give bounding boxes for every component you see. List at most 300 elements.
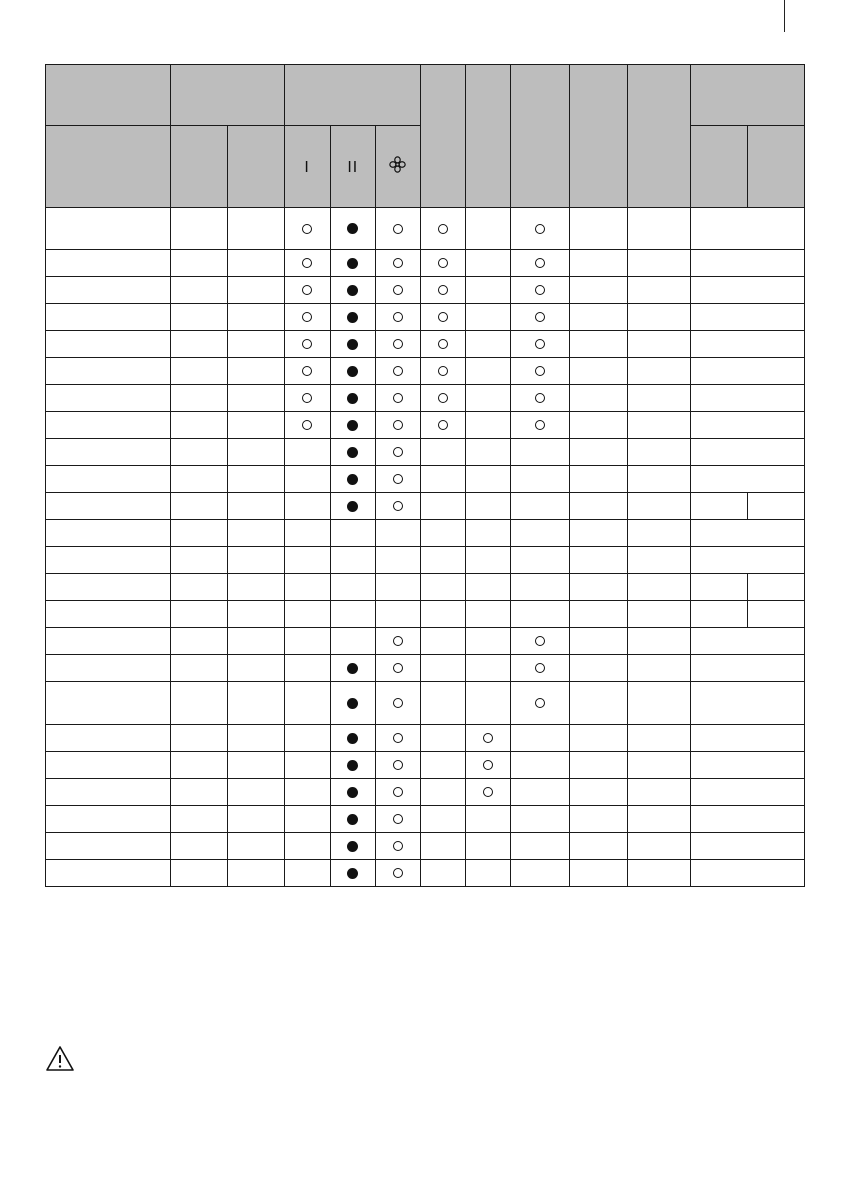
table-cell [375, 574, 420, 601]
open-circle-icon [393, 393, 403, 403]
open-circle-icon [393, 339, 403, 349]
table-cell [570, 466, 628, 493]
filled-circle-icon [347, 787, 358, 798]
table-cell [570, 385, 628, 412]
table-cell [284, 277, 330, 304]
table-cell [284, 547, 330, 574]
table-cell [690, 412, 804, 439]
filled-circle-icon [347, 312, 358, 323]
table-cell [375, 277, 420, 304]
table-row [46, 682, 805, 725]
table-row [46, 628, 805, 655]
table-cell [690, 574, 747, 601]
open-circle-icon [393, 474, 403, 484]
table-cell [570, 277, 628, 304]
filled-circle-icon [347, 285, 358, 296]
table-cell [570, 250, 628, 277]
table-cell [420, 574, 465, 601]
table-cell [628, 250, 690, 277]
filled-circle-icon [347, 223, 358, 234]
filled-circle-icon [347, 663, 358, 674]
open-circle-icon [302, 224, 312, 234]
table-row [46, 806, 805, 833]
table-cell [628, 412, 690, 439]
table-cell [330, 412, 375, 439]
table-cell [228, 208, 284, 250]
table-cell [375, 833, 420, 860]
table-cell [511, 628, 570, 655]
table-cell [284, 601, 330, 628]
table-cell [570, 752, 628, 779]
table-cell [511, 833, 570, 860]
open-circle-icon [438, 339, 448, 349]
table-cell [228, 385, 284, 412]
table-cell [46, 628, 171, 655]
table-cell [375, 439, 420, 466]
table-cell [466, 466, 511, 493]
table-cell [284, 331, 330, 358]
table-cell [46, 439, 171, 466]
open-circle-icon [302, 393, 312, 403]
level-2-label: II [347, 157, 359, 176]
table-cell [511, 439, 570, 466]
table-cell [228, 682, 284, 725]
table-cell [375, 358, 420, 385]
table-cell [570, 520, 628, 547]
table-cell [511, 208, 570, 250]
open-circle-icon [393, 698, 403, 708]
open-circle-icon [393, 760, 403, 770]
table-cell [628, 806, 690, 833]
header-cell-levels-group [284, 65, 420, 126]
header-cell-group-last [690, 65, 804, 126]
table-cell [511, 385, 570, 412]
table-cell [511, 752, 570, 779]
table-cell [46, 547, 171, 574]
table-cell [511, 331, 570, 358]
table-cell [690, 385, 804, 412]
table-cell [330, 520, 375, 547]
table-cell [570, 439, 628, 466]
table-row [46, 331, 805, 358]
table-cell [420, 331, 465, 358]
table-row [46, 439, 805, 466]
table-cell [690, 358, 804, 385]
table-cell [228, 277, 284, 304]
open-circle-icon [535, 339, 545, 349]
table-cell [171, 250, 228, 277]
table-cell [628, 331, 690, 358]
table-cell [420, 833, 465, 860]
table-cell [46, 304, 171, 331]
table-cell [284, 439, 330, 466]
table-cell [420, 466, 465, 493]
table-cell [420, 250, 465, 277]
table-cell [690, 833, 804, 860]
table-cell [375, 628, 420, 655]
table-cell [375, 250, 420, 277]
table-cell [628, 628, 690, 655]
table-cell [570, 547, 628, 574]
table-cell [228, 628, 284, 655]
table-cell [171, 833, 228, 860]
table-cell [420, 860, 465, 887]
table-cell [46, 520, 171, 547]
table-cell [284, 358, 330, 385]
table-cell [628, 860, 690, 887]
table-cell [330, 682, 375, 725]
table-cell [46, 833, 171, 860]
header-cell-group-a [171, 65, 284, 126]
table-cell [375, 304, 420, 331]
table-cell [628, 547, 690, 574]
table-cell [628, 833, 690, 860]
table-cell [228, 412, 284, 439]
table-cell [375, 725, 420, 752]
table-cell [466, 682, 511, 725]
table-cell [330, 493, 375, 520]
table-cell [466, 493, 511, 520]
table-cell [171, 547, 228, 574]
table-cell [330, 601, 375, 628]
open-circle-icon [302, 339, 312, 349]
open-circle-icon [393, 636, 403, 646]
table-cell [420, 601, 465, 628]
table-cell [375, 466, 420, 493]
table-cell [284, 833, 330, 860]
table-row [46, 725, 805, 752]
table-cell [46, 860, 171, 887]
table-cell [420, 439, 465, 466]
open-circle-icon [393, 868, 403, 878]
level-1-label: I [304, 157, 310, 176]
table-cell [330, 833, 375, 860]
table-cell [511, 682, 570, 725]
open-circle-icon [393, 366, 403, 376]
table-row [46, 779, 805, 806]
table-row [46, 412, 805, 439]
table-cell [747, 601, 804, 628]
table-cell [228, 520, 284, 547]
table-row [46, 601, 805, 628]
table-cell [284, 412, 330, 439]
open-circle-icon [535, 366, 545, 376]
header-subcell-last-1 [690, 126, 747, 208]
table-cell [628, 439, 690, 466]
table-row [46, 208, 805, 250]
table-cell [466, 208, 511, 250]
table-row [46, 752, 805, 779]
open-circle-icon [393, 733, 403, 743]
table-cell [690, 466, 804, 493]
table-cell [228, 752, 284, 779]
programme-table [45, 64, 805, 887]
table-cell [747, 493, 804, 520]
table-cell [375, 208, 420, 250]
open-circle-icon [535, 698, 545, 708]
open-circle-icon [535, 420, 545, 430]
table-cell [511, 806, 570, 833]
open-circle-icon [535, 636, 545, 646]
warning-triangle-icon [45, 1045, 75, 1073]
crop-mark [784, 0, 786, 32]
table-cell [511, 860, 570, 887]
open-circle-icon [393, 224, 403, 234]
filled-circle-icon [347, 733, 358, 744]
table-cell [284, 466, 330, 493]
table-cell [330, 439, 375, 466]
table-row [46, 547, 805, 574]
table-cell [628, 779, 690, 806]
table-cell [466, 601, 511, 628]
table-cell [466, 250, 511, 277]
table-cell [466, 628, 511, 655]
open-circle-icon [302, 285, 312, 295]
table-cell [228, 304, 284, 331]
filled-circle-icon [347, 393, 358, 404]
table-cell [375, 779, 420, 806]
table-cell [284, 208, 330, 250]
table-cell [228, 574, 284, 601]
header-subcell-last-2 [747, 126, 804, 208]
table-cell [330, 250, 375, 277]
table-cell [420, 520, 465, 547]
filled-circle-icon [347, 474, 358, 485]
table-cell [466, 833, 511, 860]
table-cell [628, 385, 690, 412]
table-row [46, 277, 805, 304]
table-cell [228, 655, 284, 682]
table-cell [511, 493, 570, 520]
table-cell [420, 304, 465, 331]
table-cell [570, 601, 628, 628]
table-cell [690, 806, 804, 833]
header-subcell-a1 [171, 126, 228, 208]
table-cell [420, 655, 465, 682]
table-cell [228, 466, 284, 493]
open-circle-icon [535, 224, 545, 234]
table-cell [570, 806, 628, 833]
table-cell [690, 860, 804, 887]
table-cell [690, 601, 747, 628]
table-cell [46, 208, 171, 250]
table-cell [46, 752, 171, 779]
table-cell [375, 493, 420, 520]
table-cell [511, 547, 570, 574]
table-cell [570, 208, 628, 250]
table-cell [228, 806, 284, 833]
table-cell [171, 208, 228, 250]
table-cell [284, 574, 330, 601]
open-circle-icon [302, 312, 312, 322]
table-cell [570, 493, 628, 520]
table-cell [420, 385, 465, 412]
table-cell [228, 601, 284, 628]
open-circle-icon [302, 420, 312, 430]
table-cell [228, 331, 284, 358]
table-cell [228, 493, 284, 520]
table-cell [375, 385, 420, 412]
table-cell [628, 358, 690, 385]
open-circle-icon [535, 258, 545, 268]
table-cell [511, 358, 570, 385]
table-cell [466, 358, 511, 385]
table-cell [690, 655, 804, 682]
open-circle-icon [483, 760, 493, 770]
table-cell [511, 466, 570, 493]
table-cell [690, 779, 804, 806]
table-cell [690, 493, 747, 520]
open-circle-icon [438, 312, 448, 322]
table-cell [375, 547, 420, 574]
filled-circle-icon [347, 841, 358, 852]
open-circle-icon [393, 501, 403, 511]
header-cell-col-8 [466, 65, 511, 208]
table-cell [511, 655, 570, 682]
table-cell [570, 779, 628, 806]
table-cell [570, 574, 628, 601]
table-row [46, 860, 805, 887]
open-circle-icon [438, 258, 448, 268]
table-cell [570, 628, 628, 655]
table-cell [690, 331, 804, 358]
open-circle-icon [393, 285, 403, 295]
table-cell [171, 358, 228, 385]
open-circle-icon [438, 366, 448, 376]
open-circle-icon [535, 285, 545, 295]
open-circle-icon [438, 420, 448, 430]
table-cell [46, 250, 171, 277]
fan-icon [389, 156, 406, 173]
table-cell [228, 250, 284, 277]
header-subcell-a2 [228, 126, 284, 208]
table-cell [628, 601, 690, 628]
table-cell [46, 601, 171, 628]
table-row [46, 520, 805, 547]
table-cell [375, 412, 420, 439]
table-cell [284, 520, 330, 547]
table-cell [511, 574, 570, 601]
filled-circle-icon [347, 501, 358, 512]
table-cell [747, 574, 804, 601]
table-cell [690, 752, 804, 779]
table-cell [46, 682, 171, 725]
table-cell [228, 358, 284, 385]
table-cell [284, 493, 330, 520]
table-cell [171, 628, 228, 655]
table-cell [330, 860, 375, 887]
table-cell [466, 412, 511, 439]
open-circle-icon [535, 393, 545, 403]
open-circle-icon [483, 733, 493, 743]
open-circle-icon [483, 787, 493, 797]
table-cell [690, 208, 804, 250]
table-cell [46, 358, 171, 385]
table-cell [420, 358, 465, 385]
table-cell [46, 466, 171, 493]
table-cell [46, 277, 171, 304]
table-cell [690, 547, 804, 574]
table-cell [46, 655, 171, 682]
table-cell [570, 833, 628, 860]
table-cell [228, 439, 284, 466]
table-cell [466, 725, 511, 752]
open-circle-icon [302, 366, 312, 376]
table-cell [171, 331, 228, 358]
table-cell [284, 628, 330, 655]
table-cell [46, 779, 171, 806]
table-cell [466, 806, 511, 833]
table-cell [375, 806, 420, 833]
table-cell [466, 277, 511, 304]
table-cell [466, 439, 511, 466]
table-cell [284, 806, 330, 833]
table-cell [570, 358, 628, 385]
open-circle-icon [438, 393, 448, 403]
table-cell [420, 547, 465, 574]
table-cell [420, 277, 465, 304]
table-cell [420, 493, 465, 520]
table-cell [570, 725, 628, 752]
header-cell-programme [46, 65, 171, 126]
table-cell [420, 779, 465, 806]
table-cell [330, 547, 375, 574]
table-cell [420, 752, 465, 779]
table-cell [420, 628, 465, 655]
table-cell [511, 601, 570, 628]
table-cell [628, 520, 690, 547]
table-cell [375, 655, 420, 682]
table-cell [171, 385, 228, 412]
table-row [46, 385, 805, 412]
table-cell [284, 752, 330, 779]
header-cell-col-9 [511, 65, 570, 208]
table-cell [171, 277, 228, 304]
table-cell [171, 520, 228, 547]
table-cell [330, 304, 375, 331]
open-circle-icon [535, 312, 545, 322]
fan-header [375, 126, 420, 208]
filled-circle-icon [347, 760, 358, 771]
table-cell [420, 725, 465, 752]
table-cell [570, 655, 628, 682]
table-cell [284, 304, 330, 331]
table-cell [330, 358, 375, 385]
table-cell [375, 520, 420, 547]
table-cell [330, 779, 375, 806]
table-cell [628, 304, 690, 331]
table-cell [375, 601, 420, 628]
table-cell [690, 439, 804, 466]
table-cell [511, 304, 570, 331]
header-cell-col-11 [628, 65, 690, 208]
table-cell [628, 752, 690, 779]
table-cell [228, 547, 284, 574]
open-circle-icon [393, 447, 403, 457]
table-cell [46, 412, 171, 439]
table-cell [375, 860, 420, 887]
table-cell [570, 304, 628, 331]
table-cell [570, 412, 628, 439]
table-cell [330, 331, 375, 358]
open-circle-icon [393, 258, 403, 268]
table-cell [284, 779, 330, 806]
open-circle-icon [393, 841, 403, 851]
table-cell [628, 208, 690, 250]
table-cell [466, 331, 511, 358]
table-cell [46, 806, 171, 833]
filled-circle-icon [347, 420, 358, 431]
